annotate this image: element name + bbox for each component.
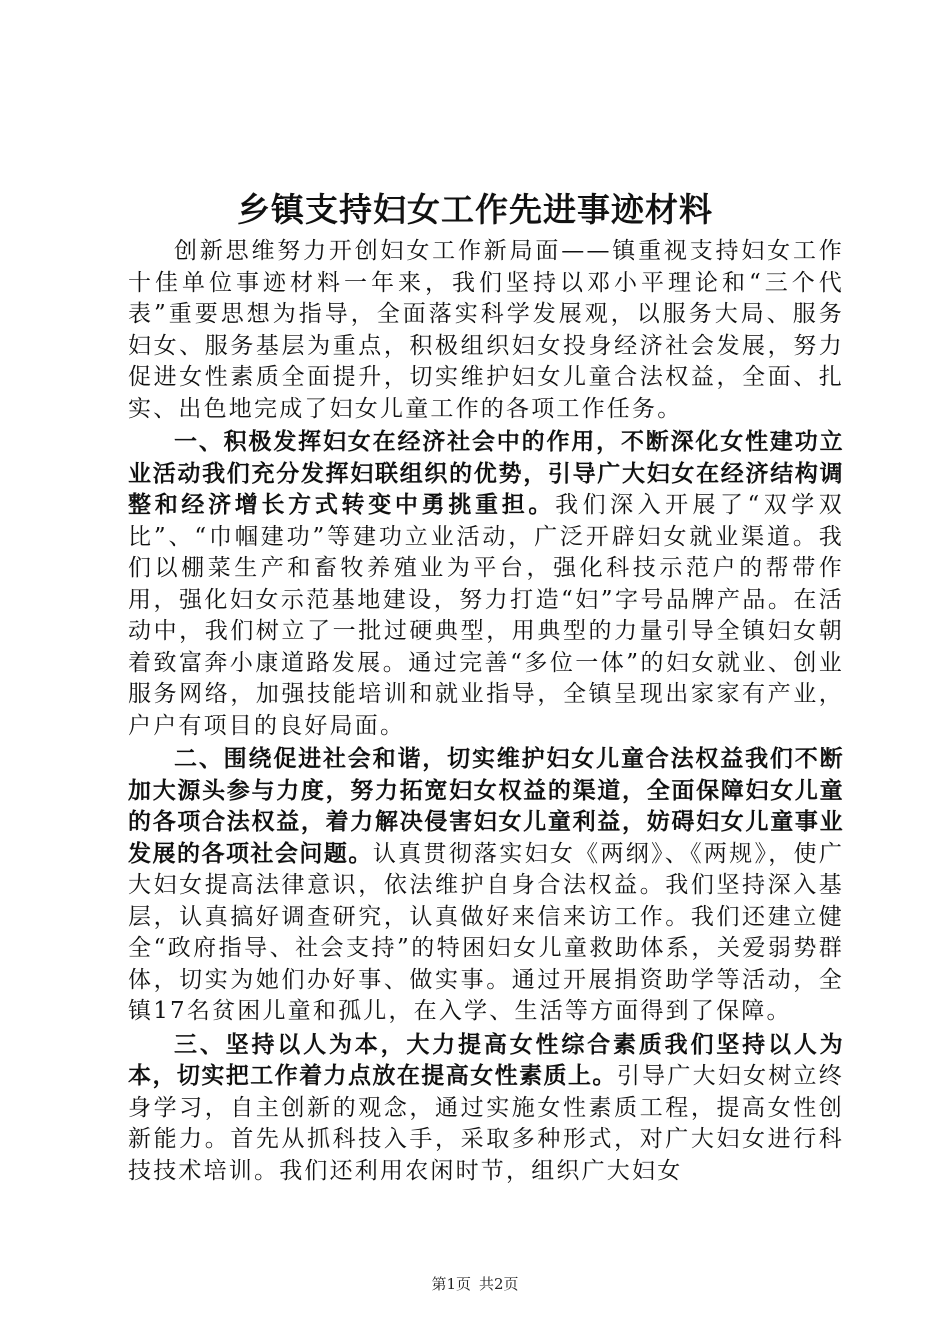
section-heading-1: 一、积极发挥妇女在经济社会中的作用，不断深化女性建功立业活动我们充分发挥妇联组织的优势，引导广大妇女在经济结构调整和经济增长方式转变中勇挑重担。 [128,429,844,518]
page-footer [0,1274,950,1294]
section-heading-3: 三、坚持以人为本，大力提高女性综合素质我们坚持以人为本，切实把工作着力点放在提高女性素质上。 [128,1031,844,1089]
paragraph-text: 我们深入开展了“双学双比”、“巾帼建功”等建功立业活动，广泛开辟妇女就业渠道。我们以棚菜生产和畜牧养殖业为平台，强化科技示范户的帮带作用，强化妇女示范基地建设，努力打造“妇”字号品牌产品。在活动中，我们树立了一批过硬典型，用典型的力量引导全镇妇女朝着致富奔小康道路发展。通过完善“多位一体”的妇女就业、创业服务网络，加强技能培训和就业指导，全镇呈现出家家有产业，户户有项目的良好局面。 [128,492,844,739]
paragraph-section-3 [128,1030,844,1188]
section-heading-2: 二、围绕促进社会和谐，切实维护妇女儿童合法权益我们不断加大源头参与力度，努力拓宽妇女权益的渠道，全面保障妇女儿童的各项合法权益，着力解决侵害妇女儿童利益，妨碍妇女儿童事业发展的各项社会问题。 [128,746,844,867]
paragraph-text: 创新思维努力开创妇女工作新局面——镇重视支持妇女工作十佳单位事迹材料一年来，我们坚持以邓小平理论和“三个代表”重要思想为指导，全面落实科学发展观，以服务大局、服务妇女、服务基层为重点，积极组织妇女投身经济社会发展，努力促进女性素质全面提升，切实维护妇女儿童合法权益，全面、扎实、出色地完成了妇女儿童工作的各项工作任务。 [128,238,844,422]
paragraph-text: 认真贯彻落实妇女《两纲》、《两规》，使广大妇女提高法律意识，依法维护自身合法权益。我们坚持深入基层，认真搞好调查研究，认真做好来信来访工作。我们还建立健全“政府指导、社会支持”的特困妇女儿童救助体系，关爱弱势群体，切实为她们办好事、做实事。通过开展捐资助学等活动，全镇17名贫困儿童和孤儿，在入学、生活等方面得到了保障。 [128,840,845,1024]
document-title: 乡镇支持妇女工作先进事迹材料 [237,190,713,229]
page-total: 共2页 [479,1275,519,1293]
page-number: 第1页 [431,1275,471,1293]
paragraph-section-2 [128,744,844,1028]
paragraph-section-1 [128,427,844,742]
document-body [128,236,844,1187]
paragraph-text: 引导广大妇女树立终身学习，自主创新的观念，通过实施女性素质工程，提高女性创新能力。首先从抓科技入手，采取多种形式，对广大妇女进行科技技术培训。我们还利用农闲时节，组织广大妇女 [128,1063,844,1184]
paragraph-intro [128,236,844,425]
